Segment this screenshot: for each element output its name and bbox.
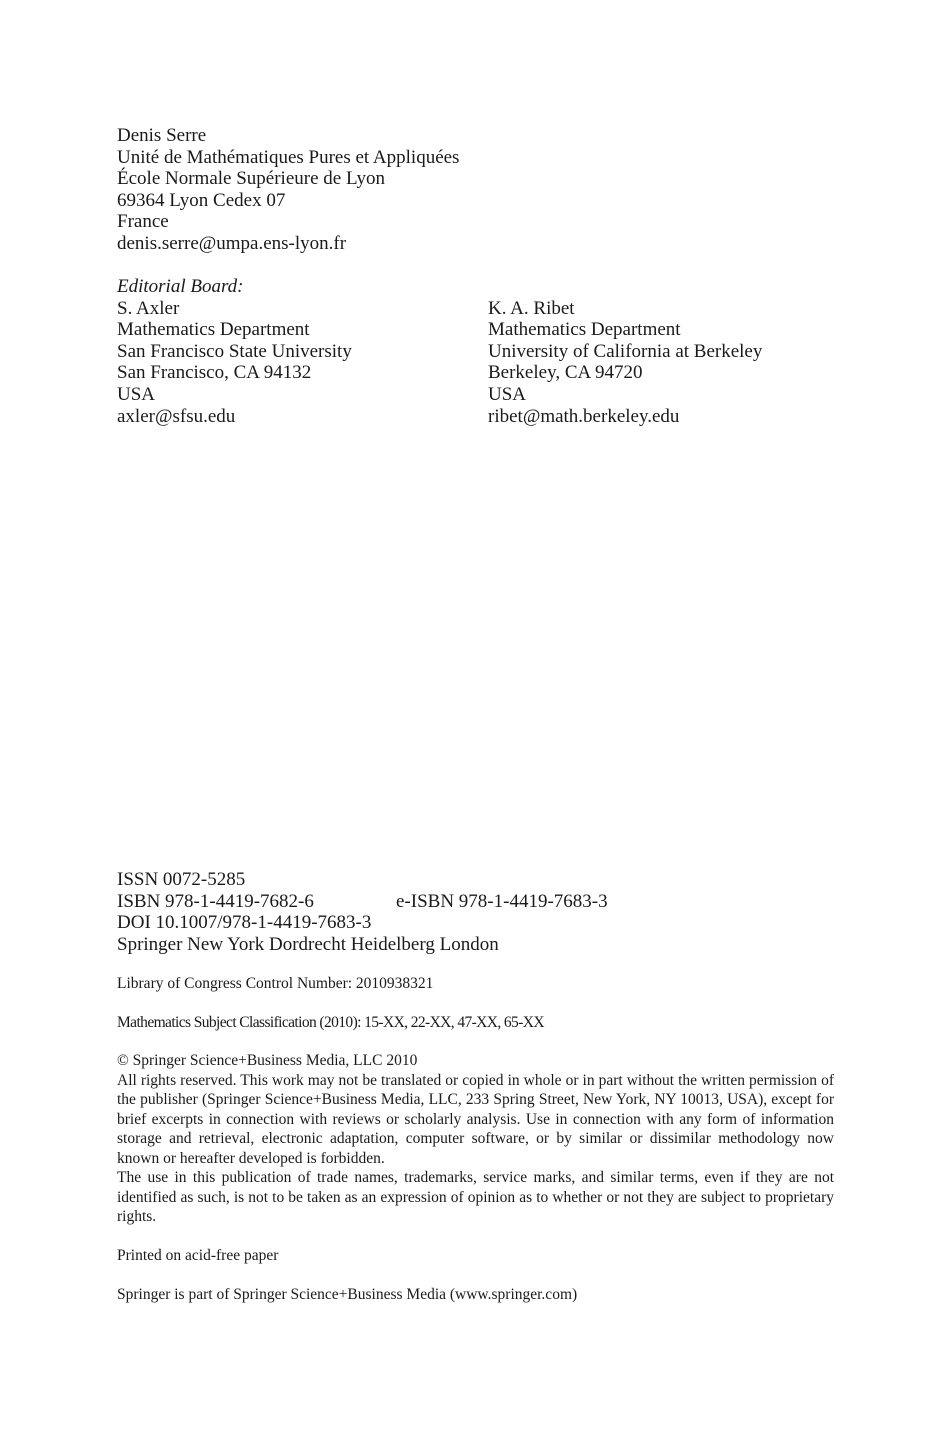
editor-right-university: University of California at Berkeley [488,340,763,362]
rights-statement: All rights reserved. This work may not be translated or copied in whole or in part without the written permission of the publisher (Springer Science+Business Media, LLC, 233 Spring Street, New York, NY 10013, USA), except for brief excerpts in connection with reviews or scholarly analysis. Use in connection with any form of information storage and retrieval, electronic adaptation, computer software, or by similar or dissimilar methodology now known or hereafter developed is forbidden. [117,1071,834,1167]
springer-note-block [117,1285,577,1305]
issn: ISSN 0072-5285 [117,869,246,890]
editor-right-name: K. A. Ribet [488,297,575,319]
author-address [117,125,459,255]
editor-right-city: Berkeley, CA 94720 [488,362,643,384]
author-country: France [117,211,169,233]
editor-left-name: S. Axler [117,297,180,319]
copyright-block [117,1051,834,1227]
paper-note-block [117,1246,278,1266]
editor-left-city: San Francisco, CA 94132 [117,362,312,384]
editor-left-email: axler@sfsu.edu [117,405,236,427]
lccn-block [117,974,433,994]
trademark-statement: The use in this publication of trade names, trademarks, service marks, and similar terms, even if they are not identified as such, is not to be taken as an expression of opinion as to whether or not they are subject to proprietary rights. [117,1169,834,1225]
author-postal: 69364 Lyon Cedex 07 [117,189,286,211]
editor-right-email: ribet@math.berkeley.edu [488,405,680,427]
isbn-row [117,891,834,913]
editor-right-department: Mathematics Department [488,319,681,341]
publisher-locations: Springer New York Dordrecht Heidelberg London [117,933,499,955]
editorial-board-left [117,276,352,427]
identifiers-block [117,869,834,955]
author-school: École Normale Supérieure de Lyon [117,168,386,190]
editor-left-country: USA [117,383,156,405]
subject-classification: Mathematics Subject Classification (2010): 15-XX, 22-XX, 47-XX, 65-XX [117,1014,544,1031]
editor-left-university: San Francisco State University [117,340,352,362]
copyright-notice: © Springer Science+Business Media, LLC 2010 [117,1052,418,1069]
author-email: denis.serre@umpa.ens-lyon.fr [117,232,347,254]
editor-right-country: USA [488,383,527,405]
author-institution: Unité de Mathématiques Pures et Appliquées [117,146,460,168]
editorial-board-heading: Editorial Board: [117,276,244,297]
isbn: ISBN 978-1-4419-7682-6 [117,890,314,912]
lccn: Library of Congress Control Number: 2010938321 [117,975,434,992]
author-name: Denis Serre [117,125,207,146]
editor-left-department: Mathematics Department [117,319,310,341]
eisbn: e-ISBN 978-1-4419-7683-3 [396,890,608,912]
editorial-board-right [488,298,762,428]
paper-note: Printed on acid-free paper [117,1247,279,1264]
msc-block [117,1013,544,1033]
doi: DOI 10.1007/978-1-4419-7683-3 [117,912,372,934]
springer-note: Springer is part of Springer Science+Business Media (www.springer.com) [117,1286,578,1303]
